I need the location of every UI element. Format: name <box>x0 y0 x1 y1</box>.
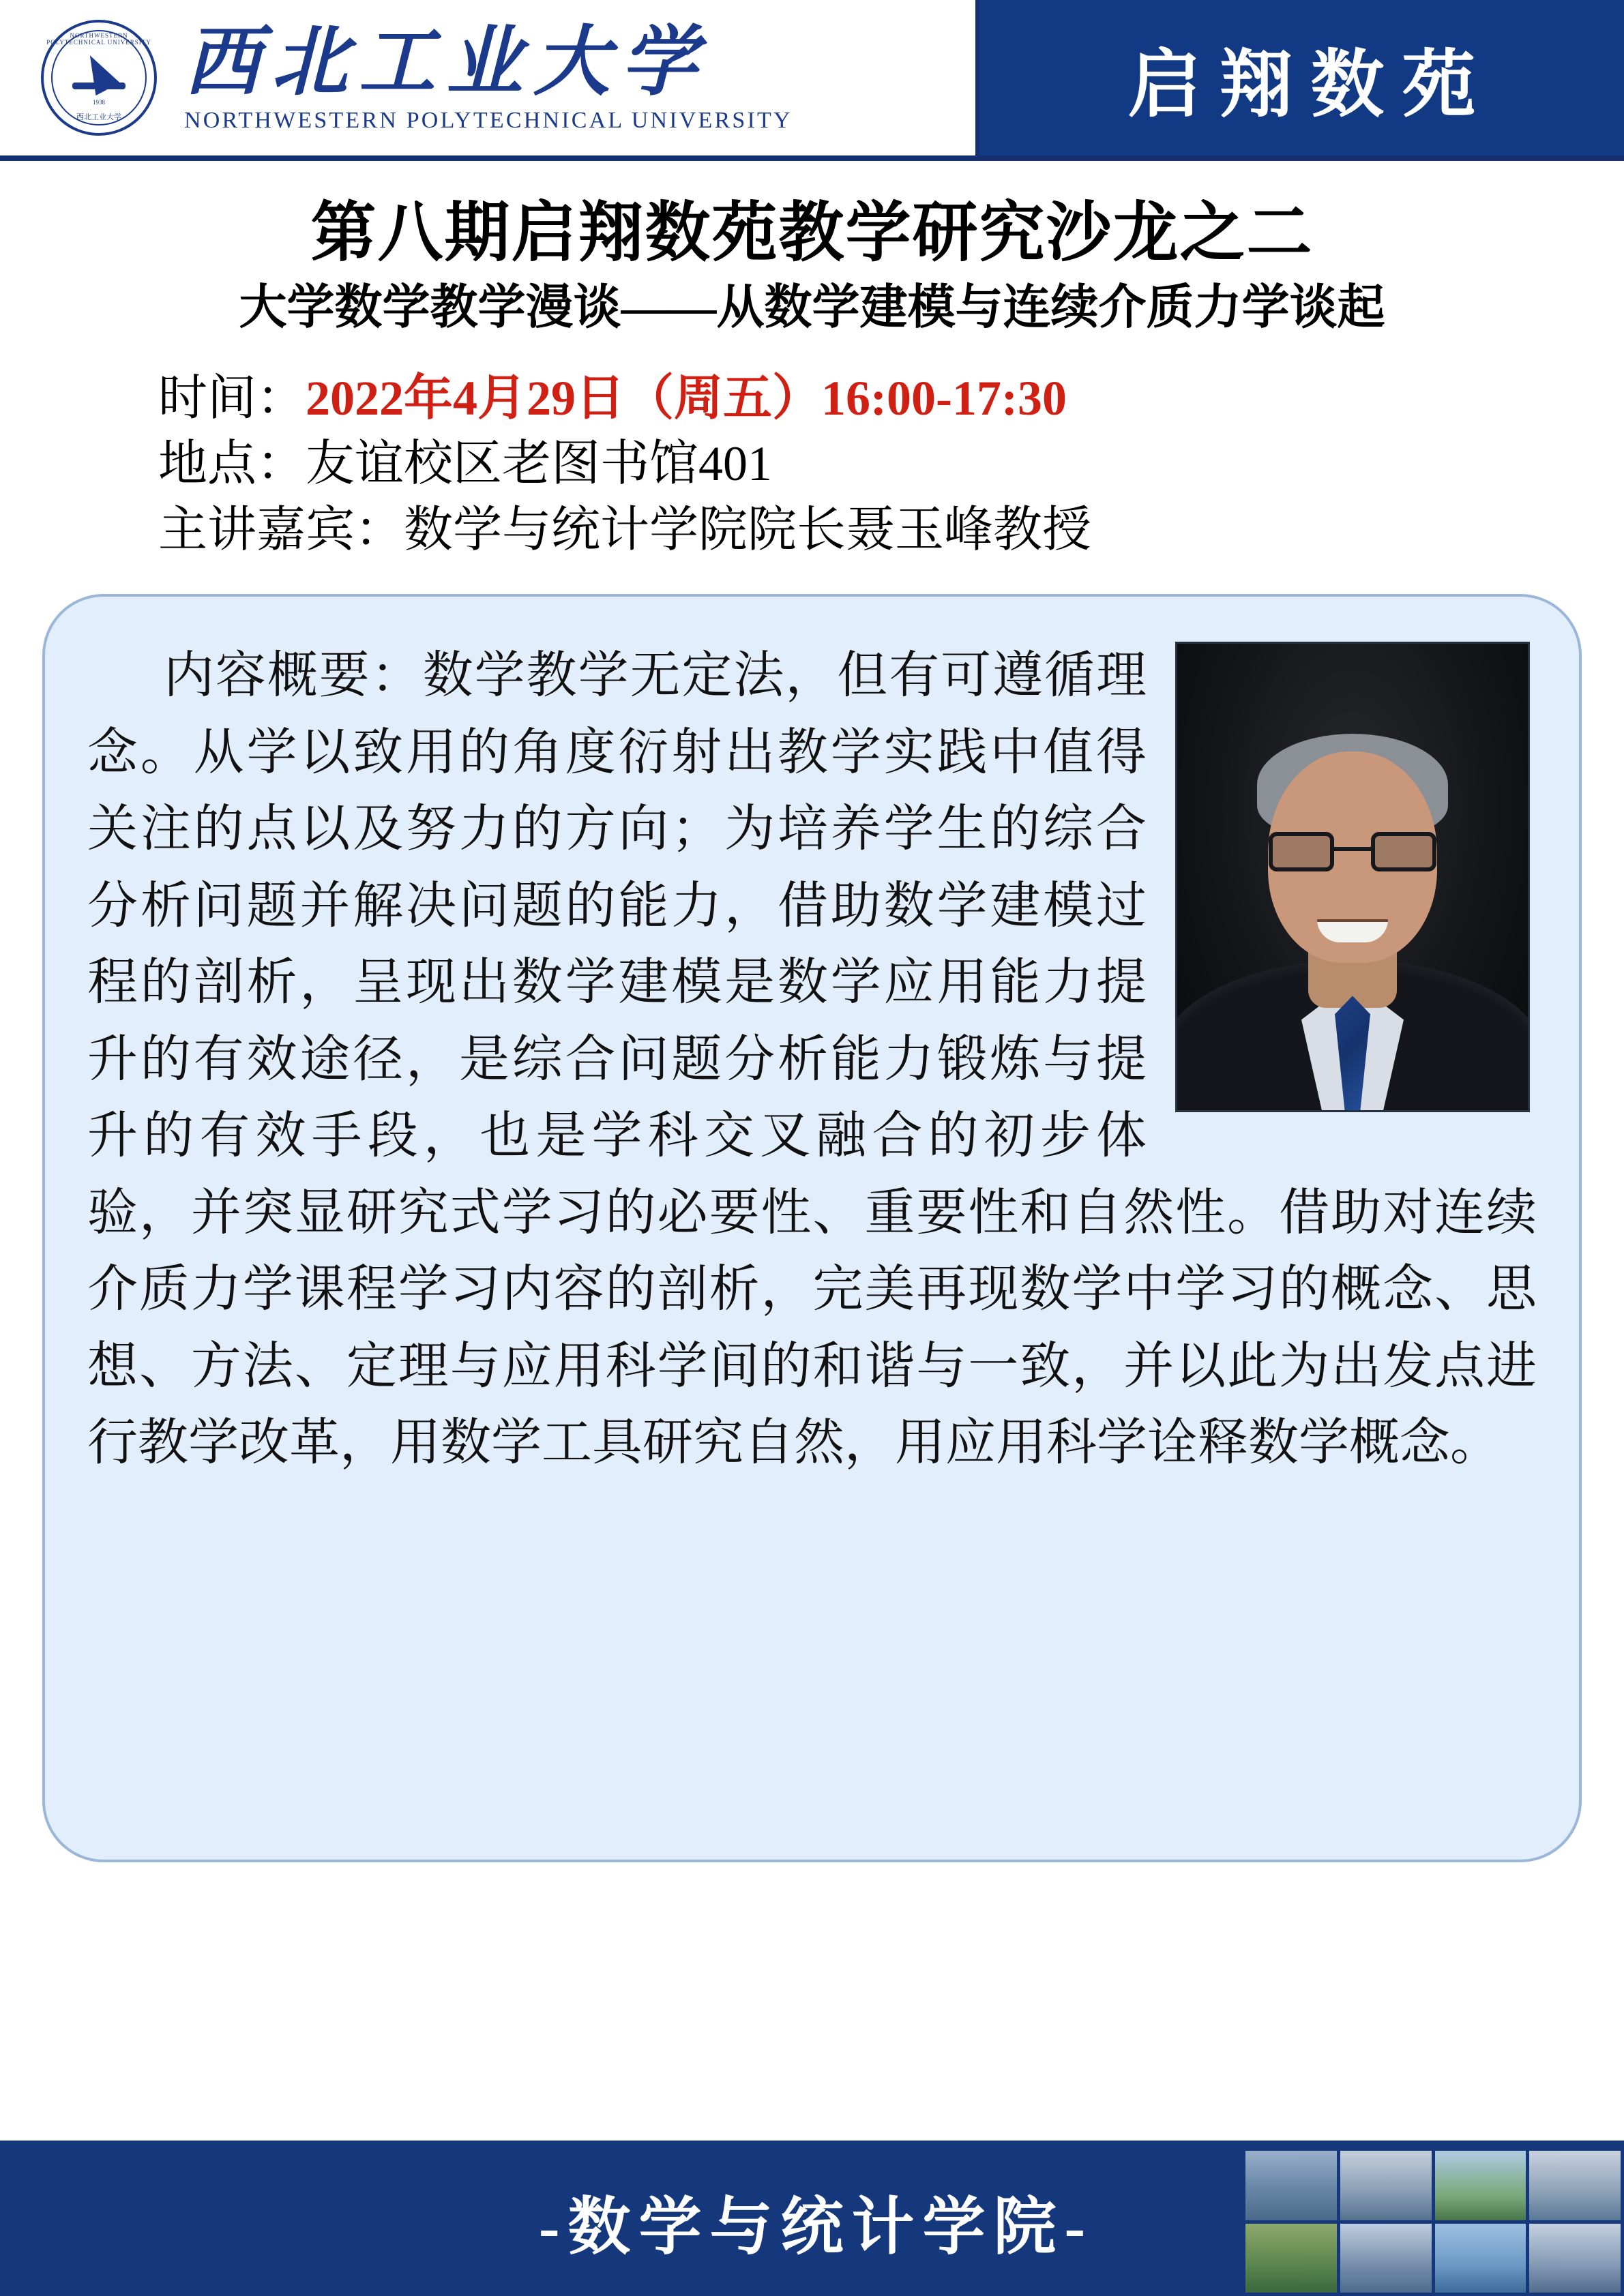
event-speaker-label: 主讲嘉宾： <box>158 502 404 557</box>
campus-photo <box>1245 2224 1337 2293</box>
event-info <box>0 366 1624 563</box>
campus-photo-strip <box>1242 2147 1624 2296</box>
seal-bottom-text: 西北工业大学 <box>76 113 121 121</box>
event-place-row <box>158 431 1583 496</box>
campus-photo <box>1529 2151 1621 2220</box>
brand-banner <box>979 0 1624 155</box>
university-wordmark <box>184 22 793 134</box>
campus-photo <box>1245 2151 1337 2220</box>
page-header <box>0 0 1624 155</box>
glasses-icon <box>1267 832 1438 874</box>
footer-top-rule <box>0 2141 1624 2147</box>
campus-photo <box>1435 2224 1526 2293</box>
event-speaker-row <box>158 497 1583 563</box>
poster-titles <box>0 196 1624 336</box>
event-time-value: 2022年4月29日（周五）16:00-17:30 <box>306 371 1067 426</box>
campus-photo <box>1529 2224 1621 2293</box>
brand-title: 启翔数苑 <box>1127 44 1494 126</box>
abstract-label: 内容概要： <box>162 648 423 704</box>
speaker-portrait <box>1175 642 1530 1112</box>
university-name-en: NORTHWESTERN POLYTECHNICAL UNIVERSITY <box>184 108 793 134</box>
university-name-cn: 西北工业大学 <box>184 20 708 105</box>
page-subtitle: 大学数学教学漫谈——从数学建模与连续介质力学谈起 <box>239 281 1385 334</box>
campus-photo <box>1435 2151 1526 2220</box>
event-place-label: 地点： <box>158 436 306 492</box>
page-footer <box>0 2147 1624 2296</box>
event-place-value: 友谊校区老图书馆401 <box>306 436 773 492</box>
abstract-content: 数学教学无定法，但有可遵循理念。从学以致用的角度衍射出教学实践中值得关注的点以及努力的方向；为培养学生的综合分析问题并解决问题的能力，借助数学建模过程的剖析，呈现出数学建模是数学应用能力提升的有效途径，是综合问题分析能力锻炼与提升的有效手段，也是学科交叉融合的初步体验，并突显研究式学习的必要性、重要性和自然性。借助对连续介质力学课程学习内容的剖析，完美再现数学中学习的概念、思想、方法、定理与应用科学间的和谐与一致，并以此为出发点进行教学改革，用数学工具研究自然，用应用科学诠释数学概念。 <box>87 648 1537 1472</box>
header-bottom-rule <box>0 155 1624 161</box>
campus-photo <box>1340 2224 1432 2293</box>
seal-year: 1938 <box>93 99 105 106</box>
footer-title: -数学与统计学院- <box>538 2192 1094 2262</box>
seal-top-text: NORTHWESTERN POLYTECHNICAL UNIVERSITY <box>46 32 151 46</box>
university-seal-icon <box>41 20 157 136</box>
abstract-card <box>42 594 1582 1862</box>
page-title: 第八期启翔数苑教学研究沙龙之二 <box>310 196 1314 269</box>
campus-photo <box>1340 2151 1432 2220</box>
university-identity <box>0 0 975 155</box>
event-speaker-value: 数学与统计学院院长聂玉峰教授 <box>404 502 1092 557</box>
event-time-row <box>158 366 1583 431</box>
event-time-label: 时间： <box>158 371 306 426</box>
